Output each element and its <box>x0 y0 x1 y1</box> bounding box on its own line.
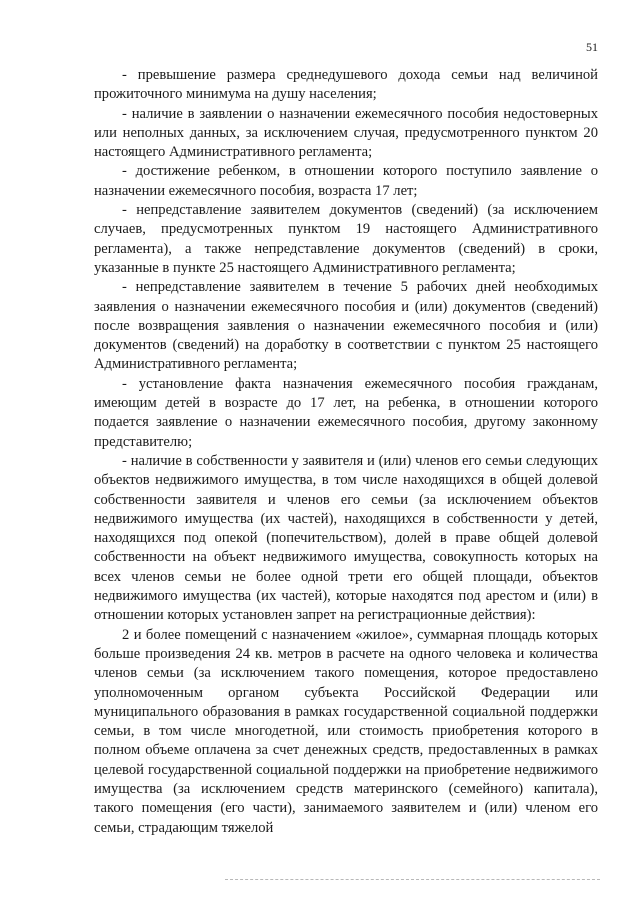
paragraph-late-resubmission: - непредставление заявителем в течение 5 рабочих дней необходимых заявления о назначении ежемесячного пособия и (или) документов (сведений) после возвращения заявления о назначении ежемесячного пособия и (или) документов (сведений) на доработку в соответствии с пунктом 25 настоящего Административного регламента; <box>94 279 598 373</box>
document-body <box>94 66 598 838</box>
paragraph-income-excess: - превышение размера среднедушевого дохода семьи над величиной прожиточного минимума на душу населения; <box>94 67 598 103</box>
page-number: 51 <box>586 40 598 54</box>
paragraph-existing-benefit: - установление факта назначения ежемесячного пособия гражданам, имеющим детей в возрасте до 17 лет, на ребенка, в отношении которого подается заявление о назначении ежемесячного пособия, другому законному представителю; <box>94 375 598 450</box>
paragraph-residential-premises: 2 и более помещений с назначением «жилое», суммарная площадь которых больше произведения 24 кв. метров в расчете на одного человека и количества членов семьи (за исключением такого помещения, которое предоставлено уполномоченным органом субъекта Российской Федерации или муниципального образования в рамках государственной социальной поддержки семьи, в том числе многодетной, или стоимость приобретения которого в полном объеме оплачена за счет денежных средств, предоставленных в рамках целевой государственной социальной поддержки на приобретение недвижимого имущества (за исключением средств материнского (семейного) капитала), такого помещения (его части), занимаемого заявителем и (или) членом его семьи, страдающим тяжелой <box>94 626 598 836</box>
paragraph-child-age: - достижение ребенком, в отношении которого поступило заявление о назначении ежемесячного пособия, возраста 17 лет; <box>94 163 598 199</box>
paragraph-missing-documents: - непредставление заявителем документов (сведений) (за исключением случаев, предусмотренных пунктом 19 настоящего Административного регламента), а также непредставление документов (сведений) в сроки, указанные в пункте 25 настоящего Административного регламента; <box>94 202 598 276</box>
paragraph-real-estate: - наличие в собственности у заявителя и (или) членов его семьи следующих объектов недвижимого имущества, в том числе находящихся в общей долевой собственности заявителя и членов его семьи (за исключением объектов недвижимого имущества (их частей), находящихся в собственности у детей, находящихся под опекой (попечительством), долей в праве общей долевой собственности на объект недвижимого имущества, совокупность которых на всех членов семьи не более одной трети его общей площади, объектов недвижимого имущества (их частей), которые находятся под арестом и (или) в отношении которых установлен запрет на регистрационные действия): <box>94 452 598 624</box>
footer-divider <box>225 879 600 880</box>
paragraph-incomplete-data: - наличие в заявлении о назначении ежемесячного пособия недостоверных или неполных данных, за исключением случая, предусмотренного пунктом 20 настоящего Административного регламента; <box>94 105 598 161</box>
